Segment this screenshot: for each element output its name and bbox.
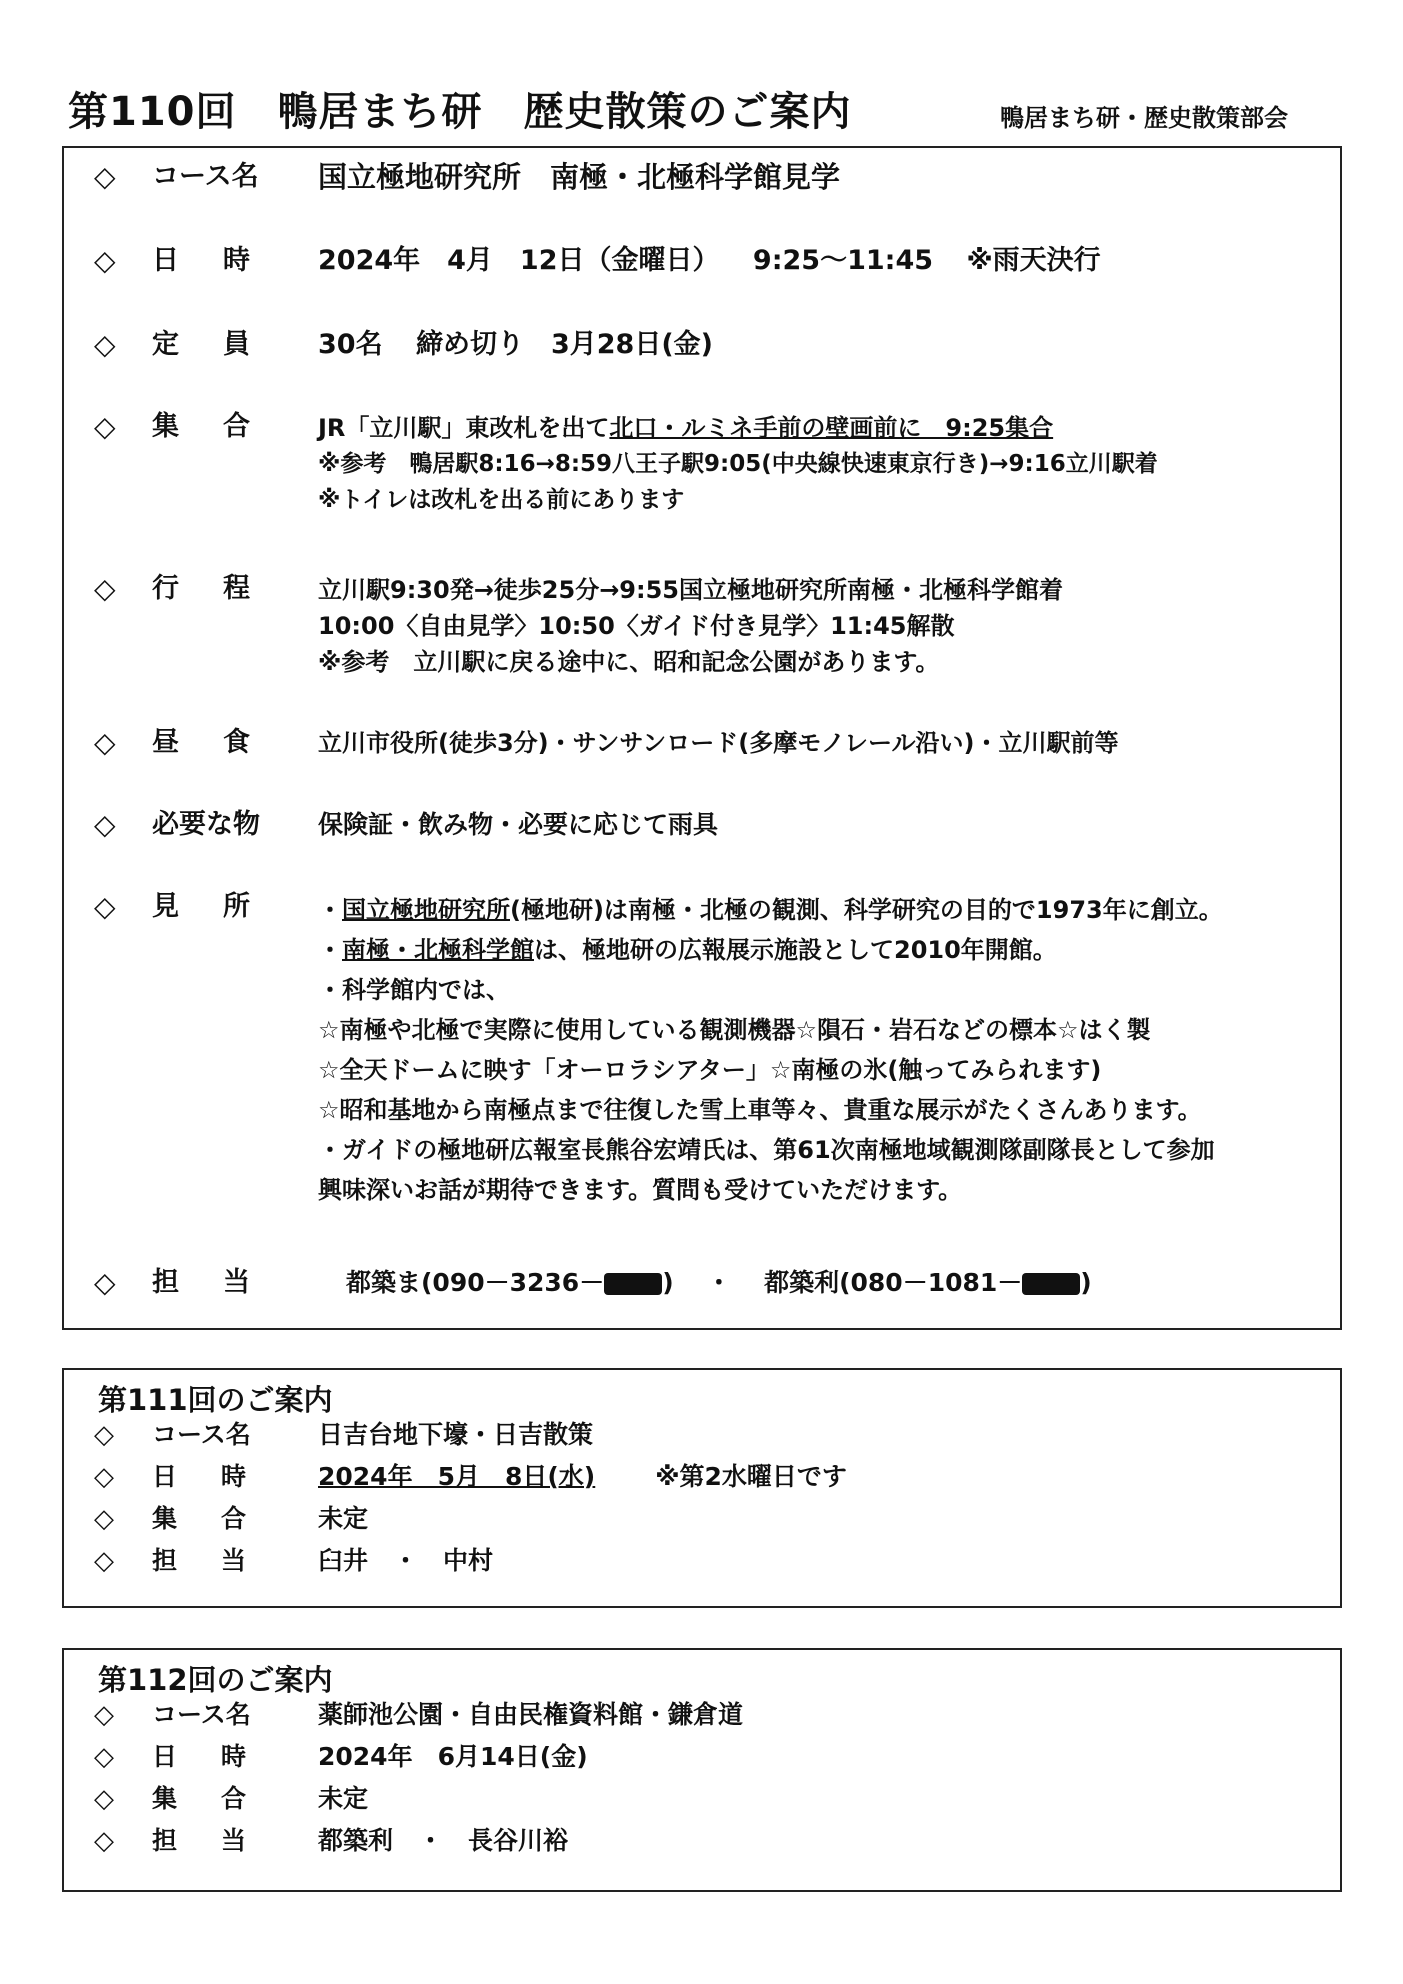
contact-person-2: 都築利(080－1081－ [764, 1268, 1023, 1297]
meeting-line-1: JR「立川駅」東改札を出て北口・ルミネ手前の壁画前に 9:25集合 [318, 414, 1054, 442]
diamond-bullet-icon: ◇ [94, 1462, 114, 1492]
diamond-bullet-icon: ◇ [94, 890, 116, 923]
items-label: 必要な物 [152, 809, 260, 840]
rain-note: ※雨天決行 [966, 245, 1101, 276]
highlight-line-5: ☆全天ドームに映す「オーロラシアター」☆南極の氷(触ってみられます) [318, 1056, 1102, 1084]
highlight-line-4: ☆南極や北極で実際に使用している観測機器☆隕石・岩石などの標本☆はく製 [318, 1016, 1151, 1044]
highlights-label: 見所 [152, 891, 294, 922]
diamond-bullet-icon: ◇ [94, 1742, 114, 1772]
course-value: 国立極地研究所 南極・北極科学館見学 [318, 160, 841, 194]
contact-separator: ・ [706, 1268, 732, 1297]
capacity-count: 30名 [318, 329, 383, 360]
staff-label: 担当 [152, 1826, 291, 1855]
event-date: 2024年 5月 8日(水) [318, 1462, 596, 1491]
date-value: 2024年 6月14日(金) [318, 1742, 588, 1771]
diamond-bullet-icon: ◇ [94, 328, 116, 361]
items-value: 保険証・飲み物・必要に応じて雨具 [318, 810, 719, 839]
page-title: 第110回 鴨居まち研 歴史散策のご案内 [68, 89, 852, 135]
organizer-name: 鴨居まち研・歴史散策部会 [1000, 104, 1288, 132]
itinerary-line-3: ※参考 立川駅に戻る途中に、昭和記念公園があります。 [318, 648, 940, 676]
contact-value: 都築ま(090－3236－ ) ・ 都築利(080－1081－ ) [346, 1268, 1092, 1297]
itinerary-label: 行程 [152, 573, 294, 604]
highlight-line-2: ・南極・北極科学館は、極地研の広報展示施設として2010年開館。 [318, 936, 1057, 964]
redacted-number [1022, 1273, 1080, 1295]
date-note: ※第2水曜日です [655, 1462, 847, 1491]
event-112-box [62, 1648, 1342, 1892]
course-label: コース名 [152, 1420, 251, 1449]
diamond-bullet-icon: ◇ [94, 410, 116, 443]
event-111-title: 第111回のご案内 [98, 1383, 333, 1417]
redacted-number [604, 1273, 662, 1295]
diamond-bullet-icon: ◇ [94, 808, 116, 841]
meet-value: 未定 [318, 1504, 369, 1533]
contact-label: 担当 [152, 1267, 294, 1298]
capacity-label: 定員 [152, 329, 294, 360]
diamond-bullet-icon: ◇ [94, 726, 116, 759]
highlight-line-3: ・科学館内では、 [318, 976, 510, 1004]
highlights-details [318, 890, 1223, 1210]
staff-value: 都築利 ・ 長谷川裕 [318, 1826, 569, 1855]
datetime-value [318, 244, 1101, 278]
meet-label: 集合 [152, 1504, 291, 1533]
meeting-line-3: ※トイレは改札を出る前にあります [318, 487, 685, 513]
event-110-box [62, 146, 1342, 1330]
staff-value: 臼井 ・ 中村 [318, 1546, 494, 1575]
course-value: 薬師池公園・自由民権資料館・鎌倉道 [318, 1700, 744, 1729]
diamond-bullet-icon: ◇ [94, 160, 116, 193]
date-value [318, 1462, 847, 1492]
meeting-line-2: ※参考 鴨居駅8:16→8:59八王子駅9:05(中央線快速東京行き)→9:16立川駅着 [318, 451, 1158, 477]
course-label: コース名 [152, 161, 259, 192]
diamond-bullet-icon: ◇ [94, 1700, 114, 1730]
date-label: 日時 [152, 1742, 291, 1771]
highlight-line-7: ・ガイドの極地研広報室長熊谷宏靖氏は、第61次南極地域観測隊副隊長として参加 [318, 1136, 1215, 1164]
course-label: コース名 [152, 1700, 251, 1729]
date-label: 日時 [152, 1462, 291, 1491]
diamond-bullet-icon: ◇ [94, 1784, 114, 1814]
itinerary-line-1: 立川駅9:30発→徒歩25分→9:55国立極地研究所南極・北極科学館着 [318, 576, 1064, 604]
highlight-line-1: ・国立極地研究所(極地研)は南極・北極の観測、科学研究の目的で1973年に創立。 [318, 896, 1223, 924]
meeting-details [318, 410, 1158, 518]
diamond-bullet-icon: ◇ [94, 572, 116, 605]
event-date: 2024年 4月 12日（金曜日） [318, 245, 720, 276]
contact-person-1: 都築ま(090－3236－ [346, 1268, 605, 1297]
lunch-value: 立川市役所(徒歩3分)・サンサンロード(多摩モノレール沿い)・立川駅前等 [318, 729, 1119, 757]
course-value: 日吉台地下壕・日吉散策 [318, 1420, 594, 1449]
itinerary-line-2: 10:00〈自由見学〉10:50〈ガイド付き見学〉11:45解散 [318, 612, 955, 640]
highlight-line-6: ☆昭和基地から南極点まで往復した雪上車等々、貴重な展示がたくさんあります。 [318, 1096, 1202, 1124]
meet-value: 未定 [318, 1784, 369, 1813]
capacity-value [318, 328, 713, 362]
meet-label: 集合 [152, 1784, 291, 1813]
event-112-title: 第112回のご案内 [98, 1663, 333, 1697]
deadline: 締め切り 3月28日(金) [415, 329, 714, 360]
event-time: 9:25～11:45 [752, 245, 934, 276]
meeting-label: 集合 [152, 411, 294, 442]
event-111-box [62, 1368, 1342, 1608]
staff-label: 担当 [152, 1546, 291, 1575]
meeting-point: 北口・ルミネ手前の壁画前に 9:25集合 [609, 414, 1054, 442]
diamond-bullet-icon: ◇ [94, 1420, 114, 1450]
diamond-bullet-icon: ◇ [94, 244, 116, 277]
diamond-bullet-icon: ◇ [94, 1546, 114, 1576]
diamond-bullet-icon: ◇ [94, 1504, 114, 1534]
datetime-label: 日時 [152, 245, 294, 276]
diamond-bullet-icon: ◇ [94, 1826, 114, 1856]
diamond-bullet-icon: ◇ [94, 1266, 116, 1299]
highlight-line-8: 興味深いお話が期待できます。質問も受けていただけます。 [318, 1176, 963, 1204]
lunch-label: 昼食 [152, 727, 294, 758]
itinerary-details [318, 572, 1063, 680]
